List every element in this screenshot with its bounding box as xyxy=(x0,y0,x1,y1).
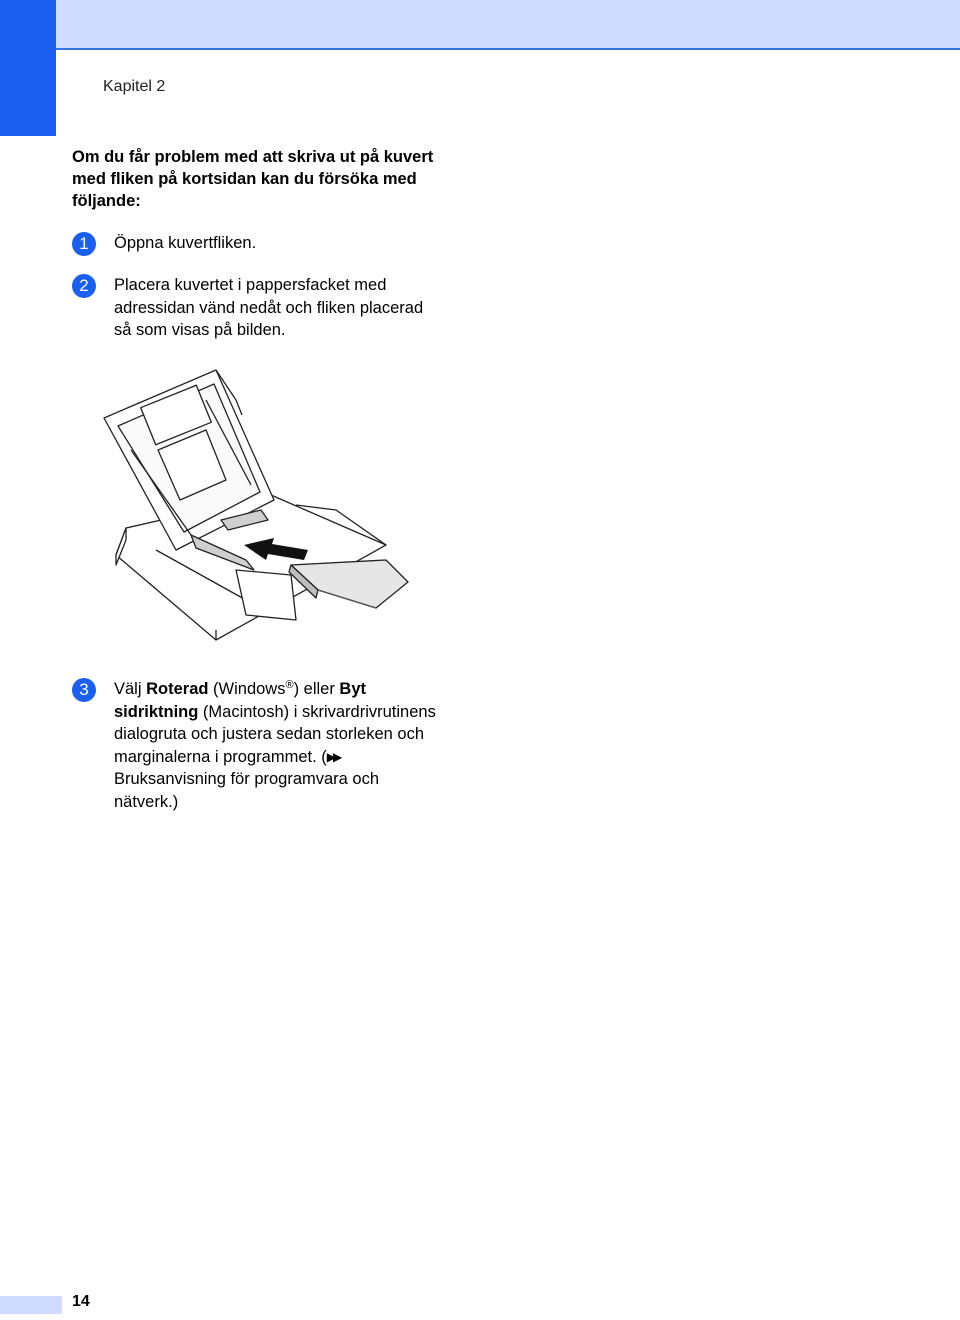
step-3-text-part: (Windows xyxy=(208,680,286,698)
chapter-side-tab xyxy=(0,0,56,136)
header-band xyxy=(56,0,960,50)
paper-tray-illustration xyxy=(96,360,416,645)
registered-mark: ® xyxy=(285,679,294,691)
page-number: 14 xyxy=(72,1293,90,1310)
chapter-label: Kapitel 2 xyxy=(103,78,166,95)
step-3-text-part: Välj xyxy=(114,680,147,698)
step-2-text: Placera kuvertet i pappersfacket med adressidan vänd nedåt och fliken placerad så som visas på bilden. xyxy=(114,276,424,339)
option-byt-sidriktning: Byt sidriktning xyxy=(114,680,367,721)
step-3-text-part: Bruksanvisning för programvara och nätverk.) xyxy=(114,770,380,811)
step-3-text-part: ) eller xyxy=(293,680,340,698)
step-3-text-part: (Macintosh) i skrivardrivrutinens dialogruta och justera sedan storleken och marginalerna i programmet. ( xyxy=(114,702,436,766)
footer-band xyxy=(0,1296,62,1314)
intro-heading: Om du får problem med att skriva ut på kuvert med fliken på kortsidan kan du försöka med följande: xyxy=(72,148,434,210)
option-roterad: Roterad xyxy=(146,680,209,698)
double-chevron-right-icon: ▶▶ xyxy=(326,749,340,764)
step-number-3: 3 xyxy=(72,678,96,702)
step-1-text: Öppna kuvertfliken. xyxy=(114,234,257,252)
step-number-1: 1 xyxy=(72,232,96,256)
step-number-2: 2 xyxy=(72,274,96,298)
step-3-text xyxy=(114,678,444,813)
